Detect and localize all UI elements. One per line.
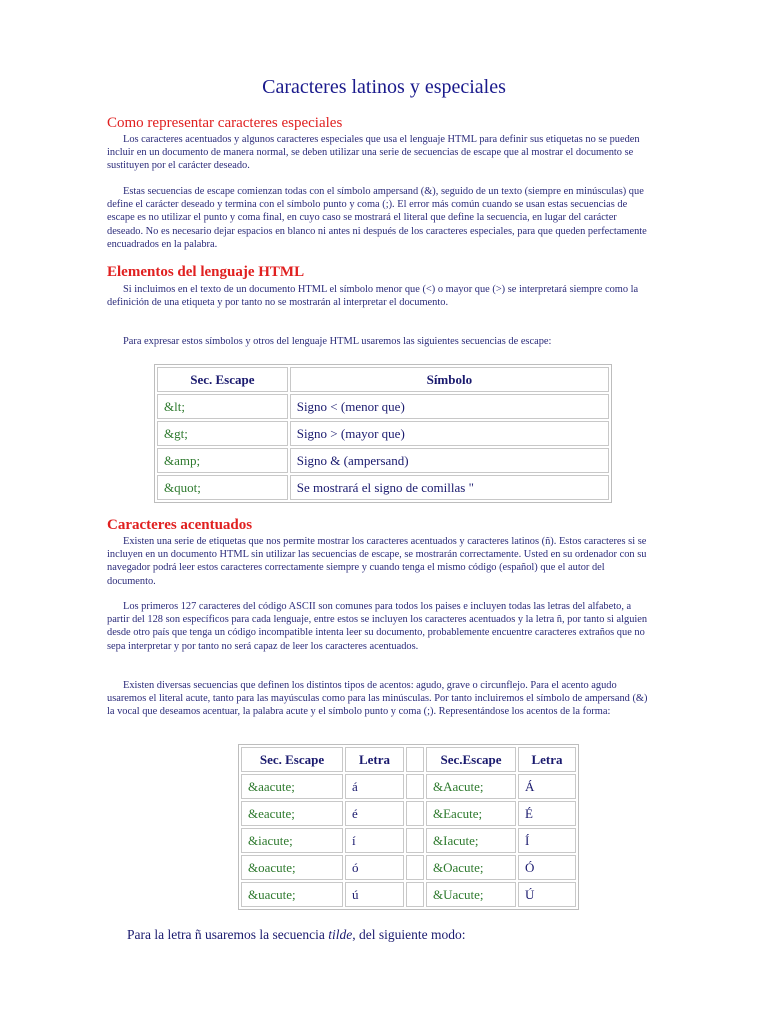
symbol-cell: Signo < (menor que) bbox=[290, 394, 609, 419]
section-heading-html-elements: Elementos del lenguaje HTML bbox=[107, 264, 305, 280]
escape-code-cell: &Eacute; bbox=[426, 801, 516, 826]
table-row bbox=[157, 421, 609, 446]
section-heading-special-chars: Como representar caracteres especiales bbox=[107, 115, 343, 131]
column-header: Símbolo bbox=[290, 367, 609, 392]
table-spacer bbox=[406, 801, 424, 826]
letter-cell: É bbox=[518, 801, 576, 826]
table-row bbox=[157, 394, 609, 419]
closing-sentence: Para la letra ñ usaremos la secuencia tilde, del siguiente modo: bbox=[127, 927, 466, 942]
letter-cell: Á bbox=[518, 774, 576, 799]
escape-code-cell: &Iacute; bbox=[426, 828, 516, 853]
table-row bbox=[241, 828, 576, 853]
letter-cell: ú bbox=[345, 882, 404, 907]
escape-code-cell: &oacute; bbox=[241, 855, 343, 880]
escape-sequence-table bbox=[154, 364, 612, 503]
table-row bbox=[241, 774, 576, 799]
page-title: Caracteres latinos y especiales bbox=[262, 76, 506, 98]
column-header: Letra bbox=[518, 747, 576, 772]
escape-code-cell: &quot; bbox=[157, 475, 288, 500]
table-row bbox=[241, 855, 576, 880]
letter-cell: á bbox=[345, 774, 404, 799]
paragraph: Estas secuencias de escape comienzan todas con el símbolo ampersand (&), seguido de un texto (siempre en minúsculas) que define el carácter deseado y termina con el símbolo punto y coma (;). El error más común cuando se usan estas secuencias de escape es no utilizar el punto y coma final, en cuyo caso se mostrará el literal que define la secuencia, en lugar del carácter deseado. No es necesario dejar espacios en blanco ni antes ni después de los caracteres especiales, para que queden perfectamente encuadrados en la palabra. bbox=[107, 186, 647, 250]
symbol-cell: Signo & (ampersand) bbox=[290, 448, 609, 473]
paragraph: Si incluimos en el texto de un documento HTML el símbolo menor que (<) o mayor que (>) se interpretará siempre como la definición de una etiqueta y por tanto no se mostrarán al interpretar el documento. bbox=[107, 284, 639, 309]
letter-cell: é bbox=[345, 801, 404, 826]
symbol-cell: Se mostrará el signo de comillas " bbox=[290, 475, 609, 500]
escape-code-cell: &Uacute; bbox=[426, 882, 516, 907]
table-row bbox=[241, 882, 576, 907]
paragraph: Existen diversas secuencias que definen los distintos tipos de acentos: agudo, grave o circunflejo. Para el acento agudo usaremos el literal acute, tanto para las mayúsculas como para las minúsculas. Por tanto incluiremos el símbolo de ampersand (&) la vocal que deseamos acentuar, la palabra acute y el símbolo punto y coma (;). Representándose los acentos de la forma: bbox=[107, 680, 648, 718]
letter-cell: Ú bbox=[518, 882, 576, 907]
paragraph: Para expresar estos símbolos y otros del lenguaje HTML usaremos las siguientes secuencias de escape: bbox=[123, 336, 552, 347]
table-row bbox=[241, 801, 576, 826]
paragraph: Los caracteres acentuados y algunos caracteres especiales que usa el lenguaje HTML para definir sus etiquetas no se pueden incluir en un documento de manera normal, se deben utilizar una serie de secuencias de escape que al mostrar el documento se sustituyen por el carácter deseado. bbox=[107, 134, 640, 172]
table-header-row bbox=[157, 367, 609, 392]
letter-cell: Ó bbox=[518, 855, 576, 880]
table-spacer bbox=[406, 774, 424, 799]
letter-cell: í bbox=[345, 828, 404, 853]
escape-code-cell: &Oacute; bbox=[426, 855, 516, 880]
escape-code-cell: &lt; bbox=[157, 394, 288, 419]
column-header: Sec.Escape bbox=[426, 747, 516, 772]
section-heading-accented-chars: Caracteres acentuados bbox=[107, 517, 253, 533]
escape-code-cell: &uacute; bbox=[241, 882, 343, 907]
column-header: Sec. Escape bbox=[241, 747, 343, 772]
escape-code-cell: &amp; bbox=[157, 448, 288, 473]
symbol-cell: Signo > (mayor que) bbox=[290, 421, 609, 446]
paragraph: Los primeros 127 caracteres del código ASCII son comunes para todos los paises e incluyen todas las letras del alfabeto, a partir del 128 son específicos para cada lenguaje, entre estos se incluyen los caracteres acentuados y la letra ñ, por tanto si alguien desde otro país que tenga un código incompatible intenta leer su documento, probablemente encuentre caracteres extraños que no sepa interpretar y por tanto no será capaz de leer los caracteres acentuados. bbox=[107, 601, 648, 652]
table-row bbox=[157, 475, 609, 500]
column-header: Letra bbox=[345, 747, 404, 772]
table-spacer bbox=[406, 882, 424, 907]
escape-code-cell: &gt; bbox=[157, 421, 288, 446]
letter-cell: ó bbox=[345, 855, 404, 880]
paragraph: Existen una serie de etiquetas que nos permite mostrar los caracteres acentuados y caracteres latinos (ñ). Estos caracteres si se incluyen en un documento HTML sin utilizar las secuencias de escape, se mostrarán correctamente. Usted en su ordenador con su navegador podrá leer estos caracteres correctamente siempre y cuando tenga el mismo código (español) que el autor del documento. bbox=[107, 536, 647, 587]
table-row bbox=[157, 448, 609, 473]
accent-sequence-table bbox=[238, 744, 579, 910]
table-spacer bbox=[406, 855, 424, 880]
table-header-row bbox=[241, 747, 576, 772]
escape-code-cell: &iacute; bbox=[241, 828, 343, 853]
table-spacer bbox=[406, 747, 424, 772]
letter-cell: Í bbox=[518, 828, 576, 853]
escape-code-cell: &aacute; bbox=[241, 774, 343, 799]
escape-code-cell: &Aacute; bbox=[426, 774, 516, 799]
escape-code-cell: &eacute; bbox=[241, 801, 343, 826]
column-header: Sec. Escape bbox=[157, 367, 288, 392]
table-spacer bbox=[406, 828, 424, 853]
